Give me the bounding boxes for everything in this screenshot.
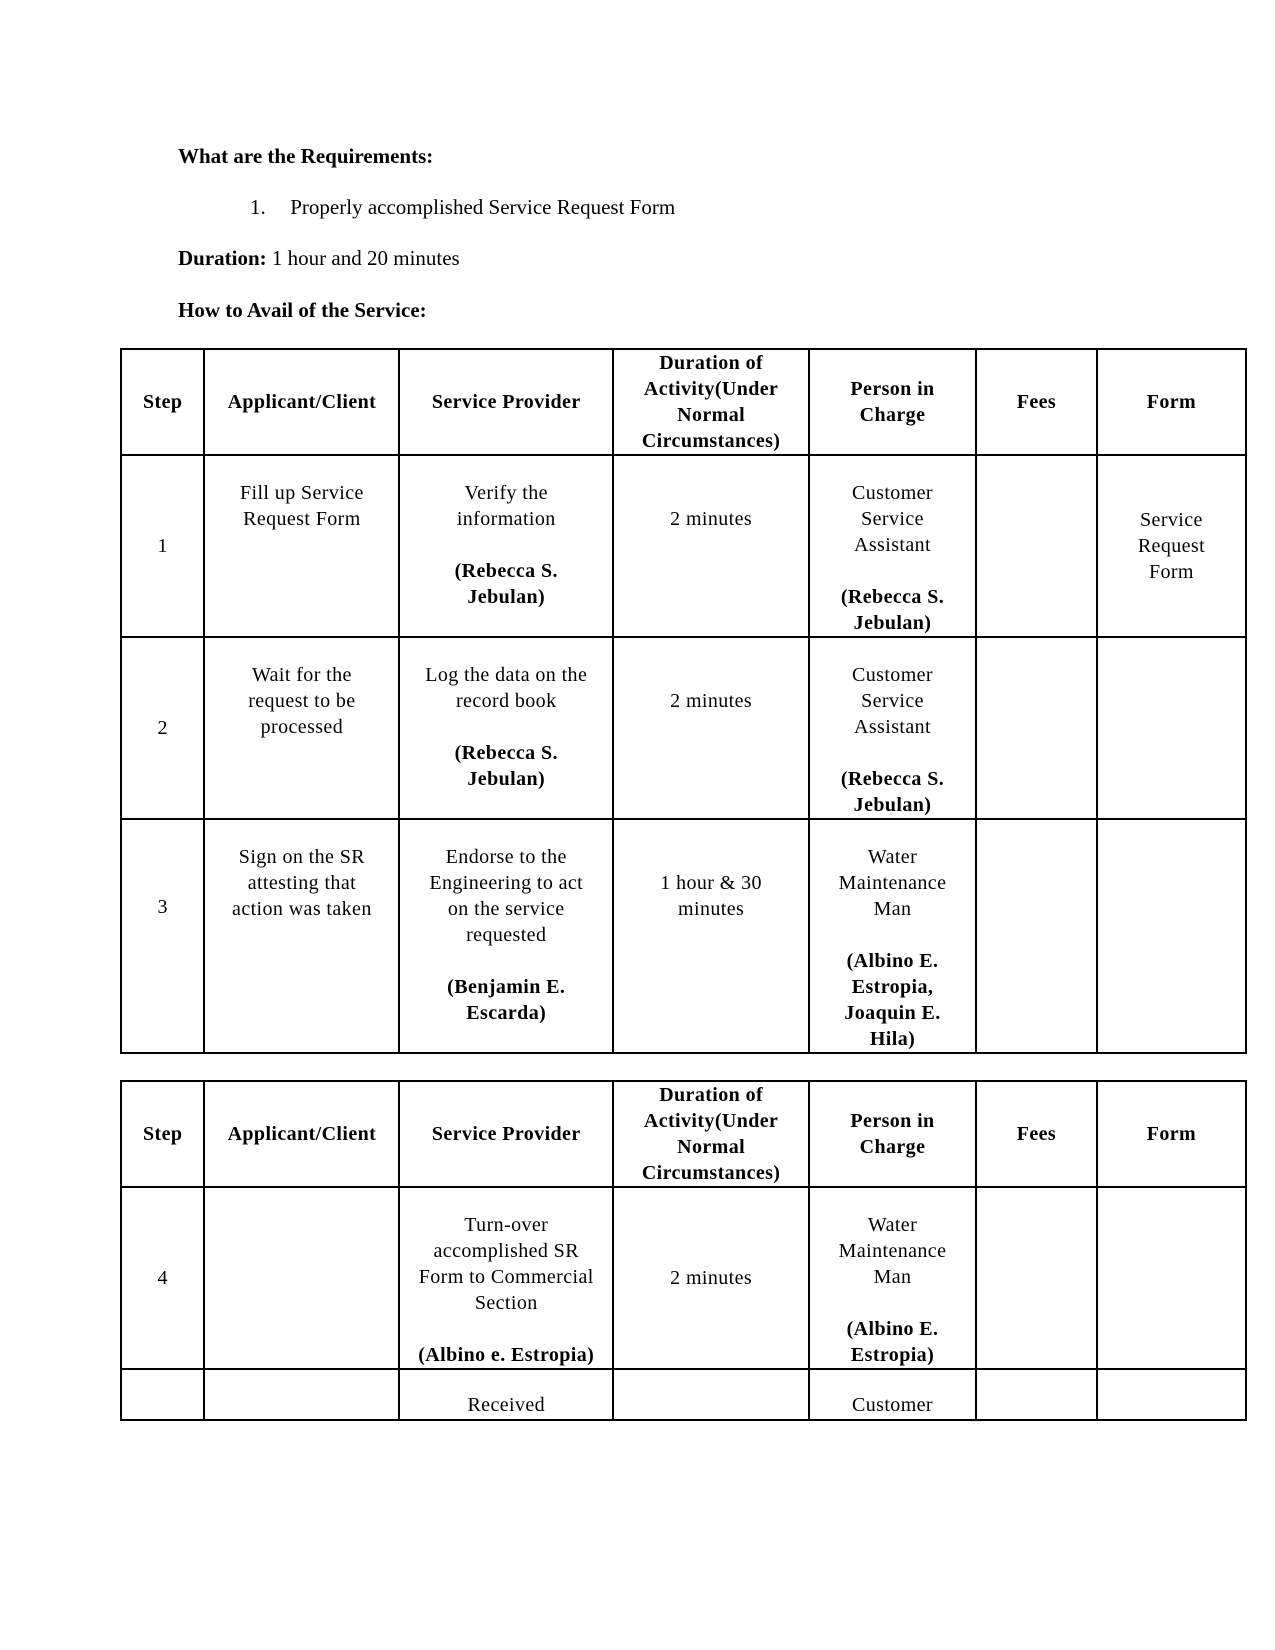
step-cell: 3: [121, 819, 204, 1053]
header-applicant: Applicant/Client: [204, 349, 399, 455]
step-cell: 4: [121, 1187, 204, 1369]
header-applicant: Applicant/Client: [204, 1081, 399, 1187]
applicant-cell: Wait for the request to be processed: [204, 637, 399, 819]
duration-cell: [613, 1369, 809, 1420]
form-cell: [1097, 1369, 1246, 1420]
requirement-item: [250, 195, 675, 220]
provider-cell: Endorse to the Engineering to act on the service requested (Benjamin E. Escarda): [399, 819, 613, 1053]
applicant-cell: [204, 1369, 399, 1420]
header-person: Person in Charge: [809, 349, 976, 455]
form-cell: [1097, 819, 1246, 1053]
person-cell: Customer Service Assistant (Rebecca S. Jebulan): [809, 637, 976, 819]
provider-cell: Verify the information (Rebecca S. Jebulan): [399, 455, 613, 637]
person-cell: Customer Service Assistant (Rebecca S. Jebulan): [809, 455, 976, 637]
form-cell: [1097, 1187, 1246, 1369]
applicant-cell: Fill up Service Request Form: [204, 455, 399, 637]
duration-cell: 1 hour & 30 minutes: [613, 819, 809, 1053]
table-row: [121, 819, 1246, 1053]
header-fees: Fees: [976, 1081, 1097, 1187]
header-step: Step: [121, 349, 204, 455]
header-duration: Duration of Activity(Under Normal Circumstances): [613, 1081, 809, 1187]
fees-cell: [976, 455, 1097, 637]
person-cell: Water Maintenance Man (Albino E. Estropia): [809, 1187, 976, 1369]
header-person: Person in Charge: [809, 1081, 976, 1187]
step-cell: [121, 1369, 204, 1420]
table-header-row: [121, 1081, 1246, 1187]
applicant-cell: Sign on the SR attesting that action was taken: [204, 819, 399, 1053]
table-header-row: [121, 349, 1246, 455]
service-steps-table-2: [120, 1080, 1247, 1421]
table-row: [121, 455, 1246, 637]
fees-cell: [976, 1187, 1097, 1369]
header-form: Form: [1097, 1081, 1246, 1187]
header-form: Form: [1097, 349, 1246, 455]
fees-cell: [976, 819, 1097, 1053]
duration-cell: 2 minutes: [613, 1187, 809, 1369]
duration-label: Duration:: [178, 246, 267, 270]
requirement-number: 1.: [250, 195, 266, 219]
provider-cell: Turn-over accomplished SR Form to Commercial Section (Albino e. Estropia): [399, 1187, 613, 1369]
header-fees: Fees: [976, 349, 1097, 455]
header-provider: Service Provider: [399, 349, 613, 455]
how-to-avail-heading: How to Avail of the Service:: [178, 298, 427, 322]
header-duration: Duration of Activity(Under Normal Circumstances): [613, 349, 809, 455]
duration-line: [178, 246, 460, 271]
provider-cell: Log the data on the record book (Rebecca S. Jebulan): [399, 637, 613, 819]
requirement-text: Properly accomplished Service Request Form: [290, 195, 676, 219]
provider-cell: Received: [399, 1369, 613, 1420]
form-cell: [1097, 637, 1246, 819]
fees-cell: [976, 637, 1097, 819]
step-cell: 2: [121, 637, 204, 819]
header-provider: Service Provider: [399, 1081, 613, 1187]
service-steps-table-1: [120, 348, 1247, 1054]
duration-value: 1 hour and 20 minutes: [271, 246, 460, 270]
person-cell: Water Maintenance Man (Albino E. Estropia, Joaquin E. Hila): [809, 819, 976, 1053]
fees-cell: [976, 1369, 1097, 1420]
applicant-cell: [204, 1187, 399, 1369]
person-cell: Customer: [809, 1369, 976, 1420]
duration-cell: 2 minutes: [613, 455, 809, 637]
header-step: Step: [121, 1081, 204, 1187]
step-cell: 1: [121, 455, 204, 637]
requirements-heading: What are the Requirements:: [178, 144, 434, 168]
duration-cell: 2 minutes: [613, 637, 809, 819]
table-row: [121, 1369, 1246, 1420]
form-cell: Service Request Form: [1097, 455, 1246, 637]
table-row: [121, 637, 1246, 819]
table-row: [121, 1187, 1246, 1369]
